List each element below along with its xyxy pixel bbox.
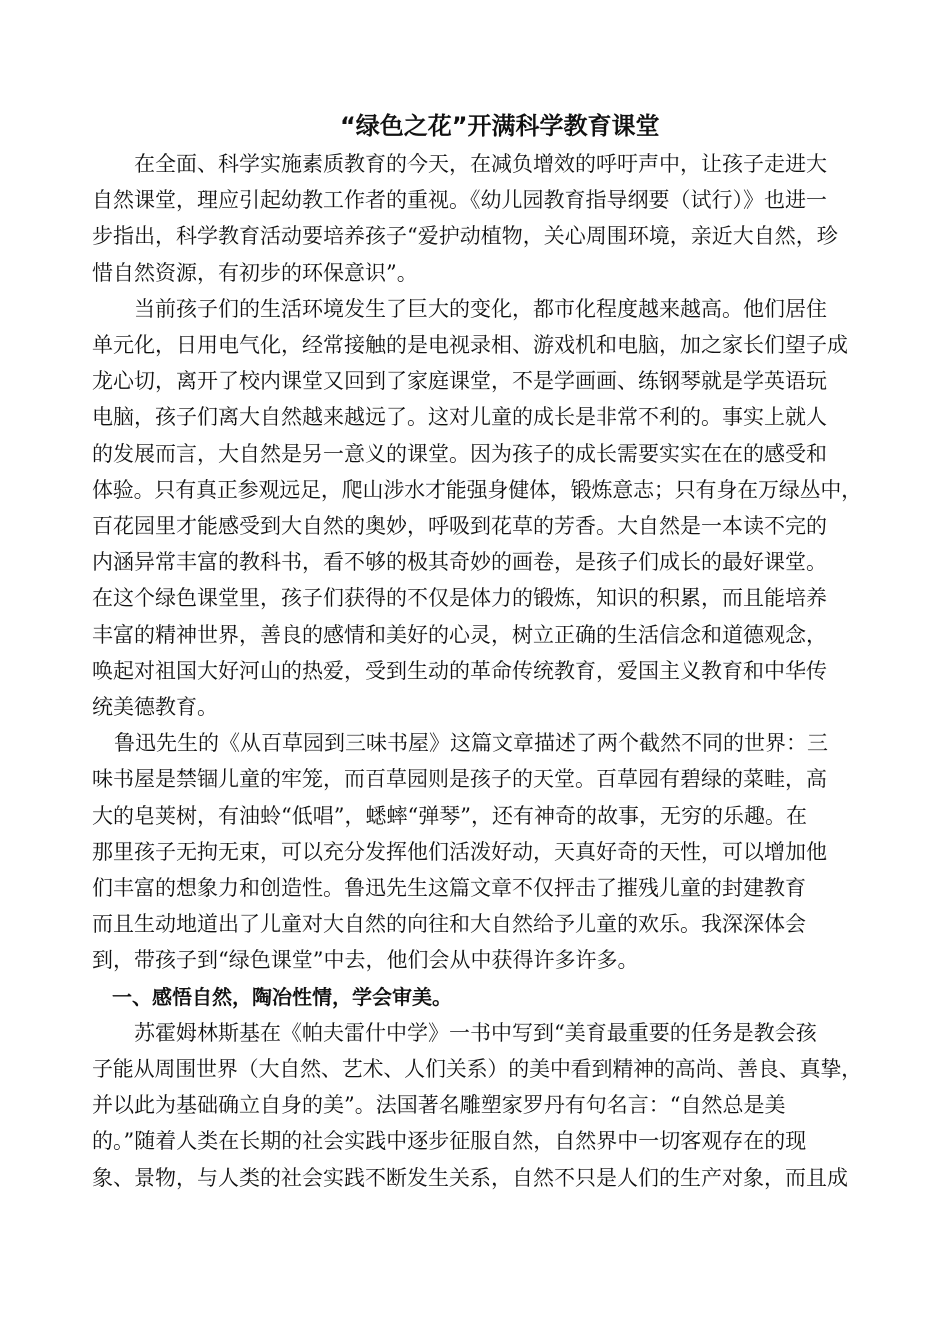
paragraph-line: 的。”随着人类在长期的社会实践中逐步征服自然，自然界中一切客观存在的现 xyxy=(92,1129,807,1154)
paragraph-line: 子能从周围世界（大自然、艺术、人们关系）的美中看到精神的高尚、善良、真挚， xyxy=(92,1057,862,1082)
paragraph-line: 到，带孩子到“绿色课堂”中去，他们会从中获得许多许多。 xyxy=(92,948,639,973)
paragraph-line: 们丰富的想象力和创造性。鲁迅先生这篇文章不仅抨击了摧残儿童的封建教育 xyxy=(92,876,806,901)
paragraph-line: 惜自然资源，有初步的环保意识”。 xyxy=(92,260,418,285)
paragraph-line: 味书屋是禁锢儿童的牢笼，而百草园则是孩子的天堂。百草园有碧绿的菜畦，高 xyxy=(92,767,827,792)
paragraph-line: 自然课堂，理应引起幼教工作者的重视。《幼儿园教育指导纲要（试行）》也进一 xyxy=(92,188,827,213)
paragraph-line: 丰富的精神世界，善良的感情和美好的心灵，树立正确的生活信念和道德观念， xyxy=(92,622,827,647)
section-paragraphs xyxy=(92,1015,862,1196)
paragraph-line: 在全面、科学实施素质教育的今天，在减负增效的呼吁声中，让孩子走进大 xyxy=(134,152,827,176)
paragraph-line: 而且生动地道出了儿童对大自然的向往和大自然给予儿童的欢乐。我深深体会 xyxy=(92,912,806,937)
paragraph-line: 并以此为基础确立自身的美”。法国著名雕塑家罗丹有句名言：“自然总是美 xyxy=(92,1093,786,1118)
paragraph-line: 大的皂荚树，有油蛉“低唱”，蟋蟀“弹琴”，还有神奇的故事，无穷的乐趣。在 xyxy=(92,803,807,828)
paragraph xyxy=(92,291,862,725)
document-title: “绿色之花”开满科学教育课堂 xyxy=(340,112,660,140)
paragraph xyxy=(92,1015,862,1196)
paragraph-line: 当前孩子们的生活环境发生了巨大的变化，都市化程度越来越高。他们居住 xyxy=(134,296,827,321)
paragraph-line: 象、景物，与人类的社会实践不断发生关系，自然不只是人们的生产对象，而且成 xyxy=(92,1165,848,1190)
paragraph-line: 百花园里才能感受到大自然的奥妙，呼吸到花草的芳香。大自然是一本读不完的 xyxy=(92,514,827,539)
paragraph-line: 单元化，日用电气化，经常接触的是电视录相、游戏机和电脑，加之家长们望子成 xyxy=(92,333,848,358)
paragraph xyxy=(92,725,862,978)
paragraph-line: 在这个绿色课堂里，孩子们获得的不仅是体力的锻炼，知识的积累，而且能培养 xyxy=(92,586,827,611)
paragraph-line: 唤起对祖国大好河山的热爱，受到生动的革命传统教育，爱国主义教育和中华传 xyxy=(92,658,827,683)
paragraph-line: 电脑，孩子们离大自然越来越远了。这对儿童的成长是非常不利的。事实上就人 xyxy=(92,405,827,430)
paragraph-line: 统美德教育。 xyxy=(92,695,218,720)
paragraph-line: 体验。只有真正参观远足，爬山涉水才能强身健体，锻炼意志；只有身在万绿丛中， xyxy=(92,477,862,502)
intro-paragraphs xyxy=(92,146,862,979)
paragraph-line: 苏霍姆林斯基在《帕夫雷什中学》一书中写到“美育最重要的任务是教会孩 xyxy=(134,1020,817,1045)
paragraph-line: 鲁迅先生的《从百草园到三味书屋》这篇文章描述了两个截然不同的世界：三 xyxy=(114,731,828,756)
document-body xyxy=(92,146,862,1196)
paragraph-line: 的发展而言，大自然是另一意义的课堂。因为孩子的成长需要实实在在的感受和 xyxy=(92,441,827,466)
paragraph xyxy=(92,146,862,291)
paragraph-line: 那里孩子无拘无束，可以充分发挥他们活泼好动，天真好奇的天性，可以增加他 xyxy=(92,839,827,864)
section-heading: 一、感悟自然，陶冶性情，学会审美。 xyxy=(112,984,452,1009)
paragraph-line: 内涵异常丰富的教科书，看不够的极其奇妙的画卷，是孩子们成长的最好课堂。 xyxy=(92,550,827,575)
paragraph-line: 龙心切，离开了校内课堂又回到了家庭课堂，不是学画画、练钢琴就是学英语玩 xyxy=(92,369,827,394)
paragraph-line: 步指出，科学教育活动要培养孩子“爱护动植物，关心周围环境，亲近大自然，珍 xyxy=(92,224,838,249)
